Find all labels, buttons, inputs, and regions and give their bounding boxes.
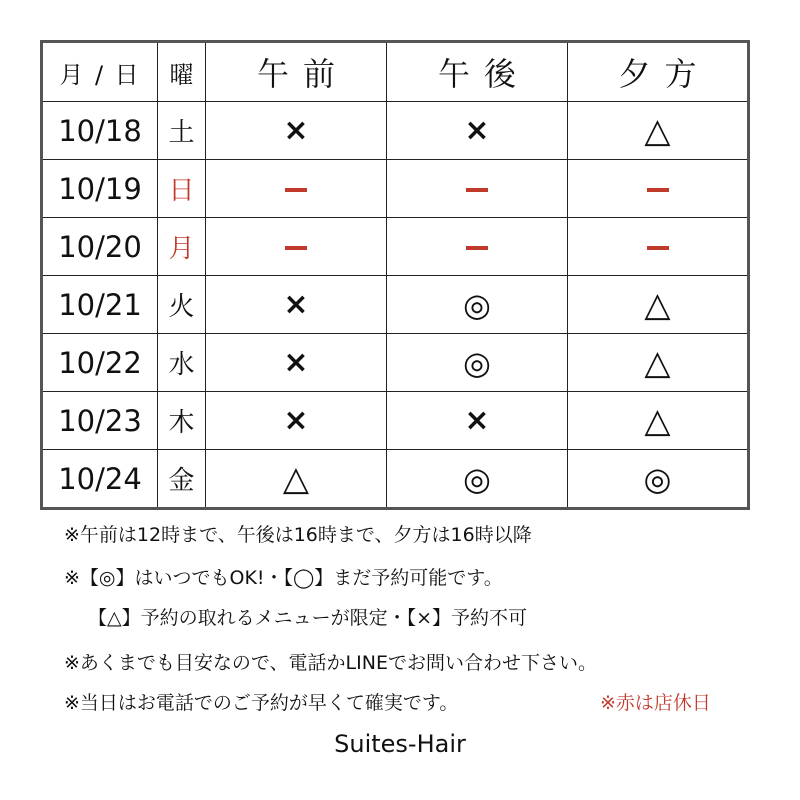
cell-evening [568, 450, 749, 509]
cell-evening [568, 276, 749, 334]
closed-dash-icon [647, 246, 669, 250]
cell-morning [206, 102, 387, 160]
closed-dash-icon [285, 246, 307, 250]
cell-evening [568, 392, 749, 450]
brand-name: Suites-Hair [334, 730, 466, 758]
cell-day-of-week: 木 [158, 392, 206, 450]
note-contact: ※あくまでも目安なので、電話かLINEでお問い合わせ下さい。 [64, 652, 597, 674]
triangle-icon: △ [644, 110, 671, 151]
closed-dash-icon [285, 188, 307, 192]
triangle-icon: △ [644, 342, 671, 383]
cell-date: 10/19 [42, 160, 158, 218]
cell-morning [206, 160, 387, 218]
cell-afternoon [387, 218, 568, 276]
cell-afternoon [387, 102, 568, 160]
cell-date: 10/21 [42, 276, 158, 334]
cell-evening [568, 102, 749, 160]
cell-afternoon [387, 334, 568, 392]
cell-afternoon [387, 276, 568, 334]
note-legend-available: ※【◎】はいつでもOK!・【◯】まだ予約可能です。 [64, 567, 503, 589]
double-circle-icon: ◎ [463, 343, 491, 382]
schedule-row [42, 450, 749, 509]
cell-evening [568, 218, 749, 276]
double-circle-icon: ◎ [643, 459, 672, 498]
cell-morning [206, 276, 387, 334]
cell-afternoon [387, 450, 568, 509]
cross-icon: × [464, 112, 490, 148]
schedule-body [42, 102, 749, 509]
cell-date: 10/22 [42, 334, 158, 392]
note-same-day: ※当日はお電話でのご予約が早くて確実です。 [64, 692, 459, 714]
cell-day-of-week: 月 [158, 218, 206, 276]
cross-icon: × [283, 402, 309, 438]
triangle-icon: △ [644, 400, 671, 441]
cell-afternoon [387, 392, 568, 450]
cell-morning [206, 392, 387, 450]
triangle-icon: △ [644, 284, 671, 325]
schedule-row [42, 160, 749, 218]
schedule-row [42, 276, 749, 334]
cell-day-of-week: 水 [158, 334, 206, 392]
note-hours: ※午前は12時まで、午後は16時まで、夕方は16時以降 [64, 524, 532, 546]
cross-icon: × [464, 402, 490, 438]
header-date: 月 / 日 [42, 42, 158, 102]
cross-icon: × [283, 286, 309, 322]
cell-date: 10/18 [42, 102, 158, 160]
cell-day-of-week: 金 [158, 450, 206, 509]
cell-day-of-week: 火 [158, 276, 206, 334]
cell-morning [206, 334, 387, 392]
schedule-row [42, 334, 749, 392]
cell-day-of-week: 土 [158, 102, 206, 160]
cell-date: 10/24 [42, 450, 158, 509]
cross-icon: × [283, 344, 309, 380]
cell-morning [206, 218, 387, 276]
closed-dash-icon [647, 188, 669, 192]
note-closed-days: ※赤は店休日 [600, 692, 711, 714]
cell-day-of-week: 日 [158, 160, 206, 218]
note-legend-limited: 【△】予約の取れるメニューが限定・【×】予約不可 [88, 607, 528, 629]
header-evening: 夕方 [568, 42, 749, 102]
header-morning: 午前 [206, 42, 387, 102]
cell-date: 10/23 [42, 392, 158, 450]
header-row [42, 42, 749, 102]
cell-evening [568, 160, 749, 218]
double-circle-icon: ◎ [463, 459, 491, 498]
cell-evening [568, 334, 749, 392]
closed-dash-icon [466, 188, 488, 192]
schedule-row [42, 218, 749, 276]
schedule-row [42, 102, 749, 160]
triangle-icon: △ [282, 458, 310, 499]
closed-dash-icon [466, 246, 488, 250]
header-afternoon: 午後 [387, 42, 568, 102]
header-day-of-week: 曜 [158, 42, 206, 102]
cross-icon: × [283, 112, 309, 148]
double-circle-icon: ◎ [463, 285, 491, 324]
cell-morning [206, 450, 387, 509]
schedule-row [42, 392, 749, 450]
schedule-table [40, 40, 750, 510]
cell-date: 10/20 [42, 218, 158, 276]
cell-afternoon [387, 160, 568, 218]
